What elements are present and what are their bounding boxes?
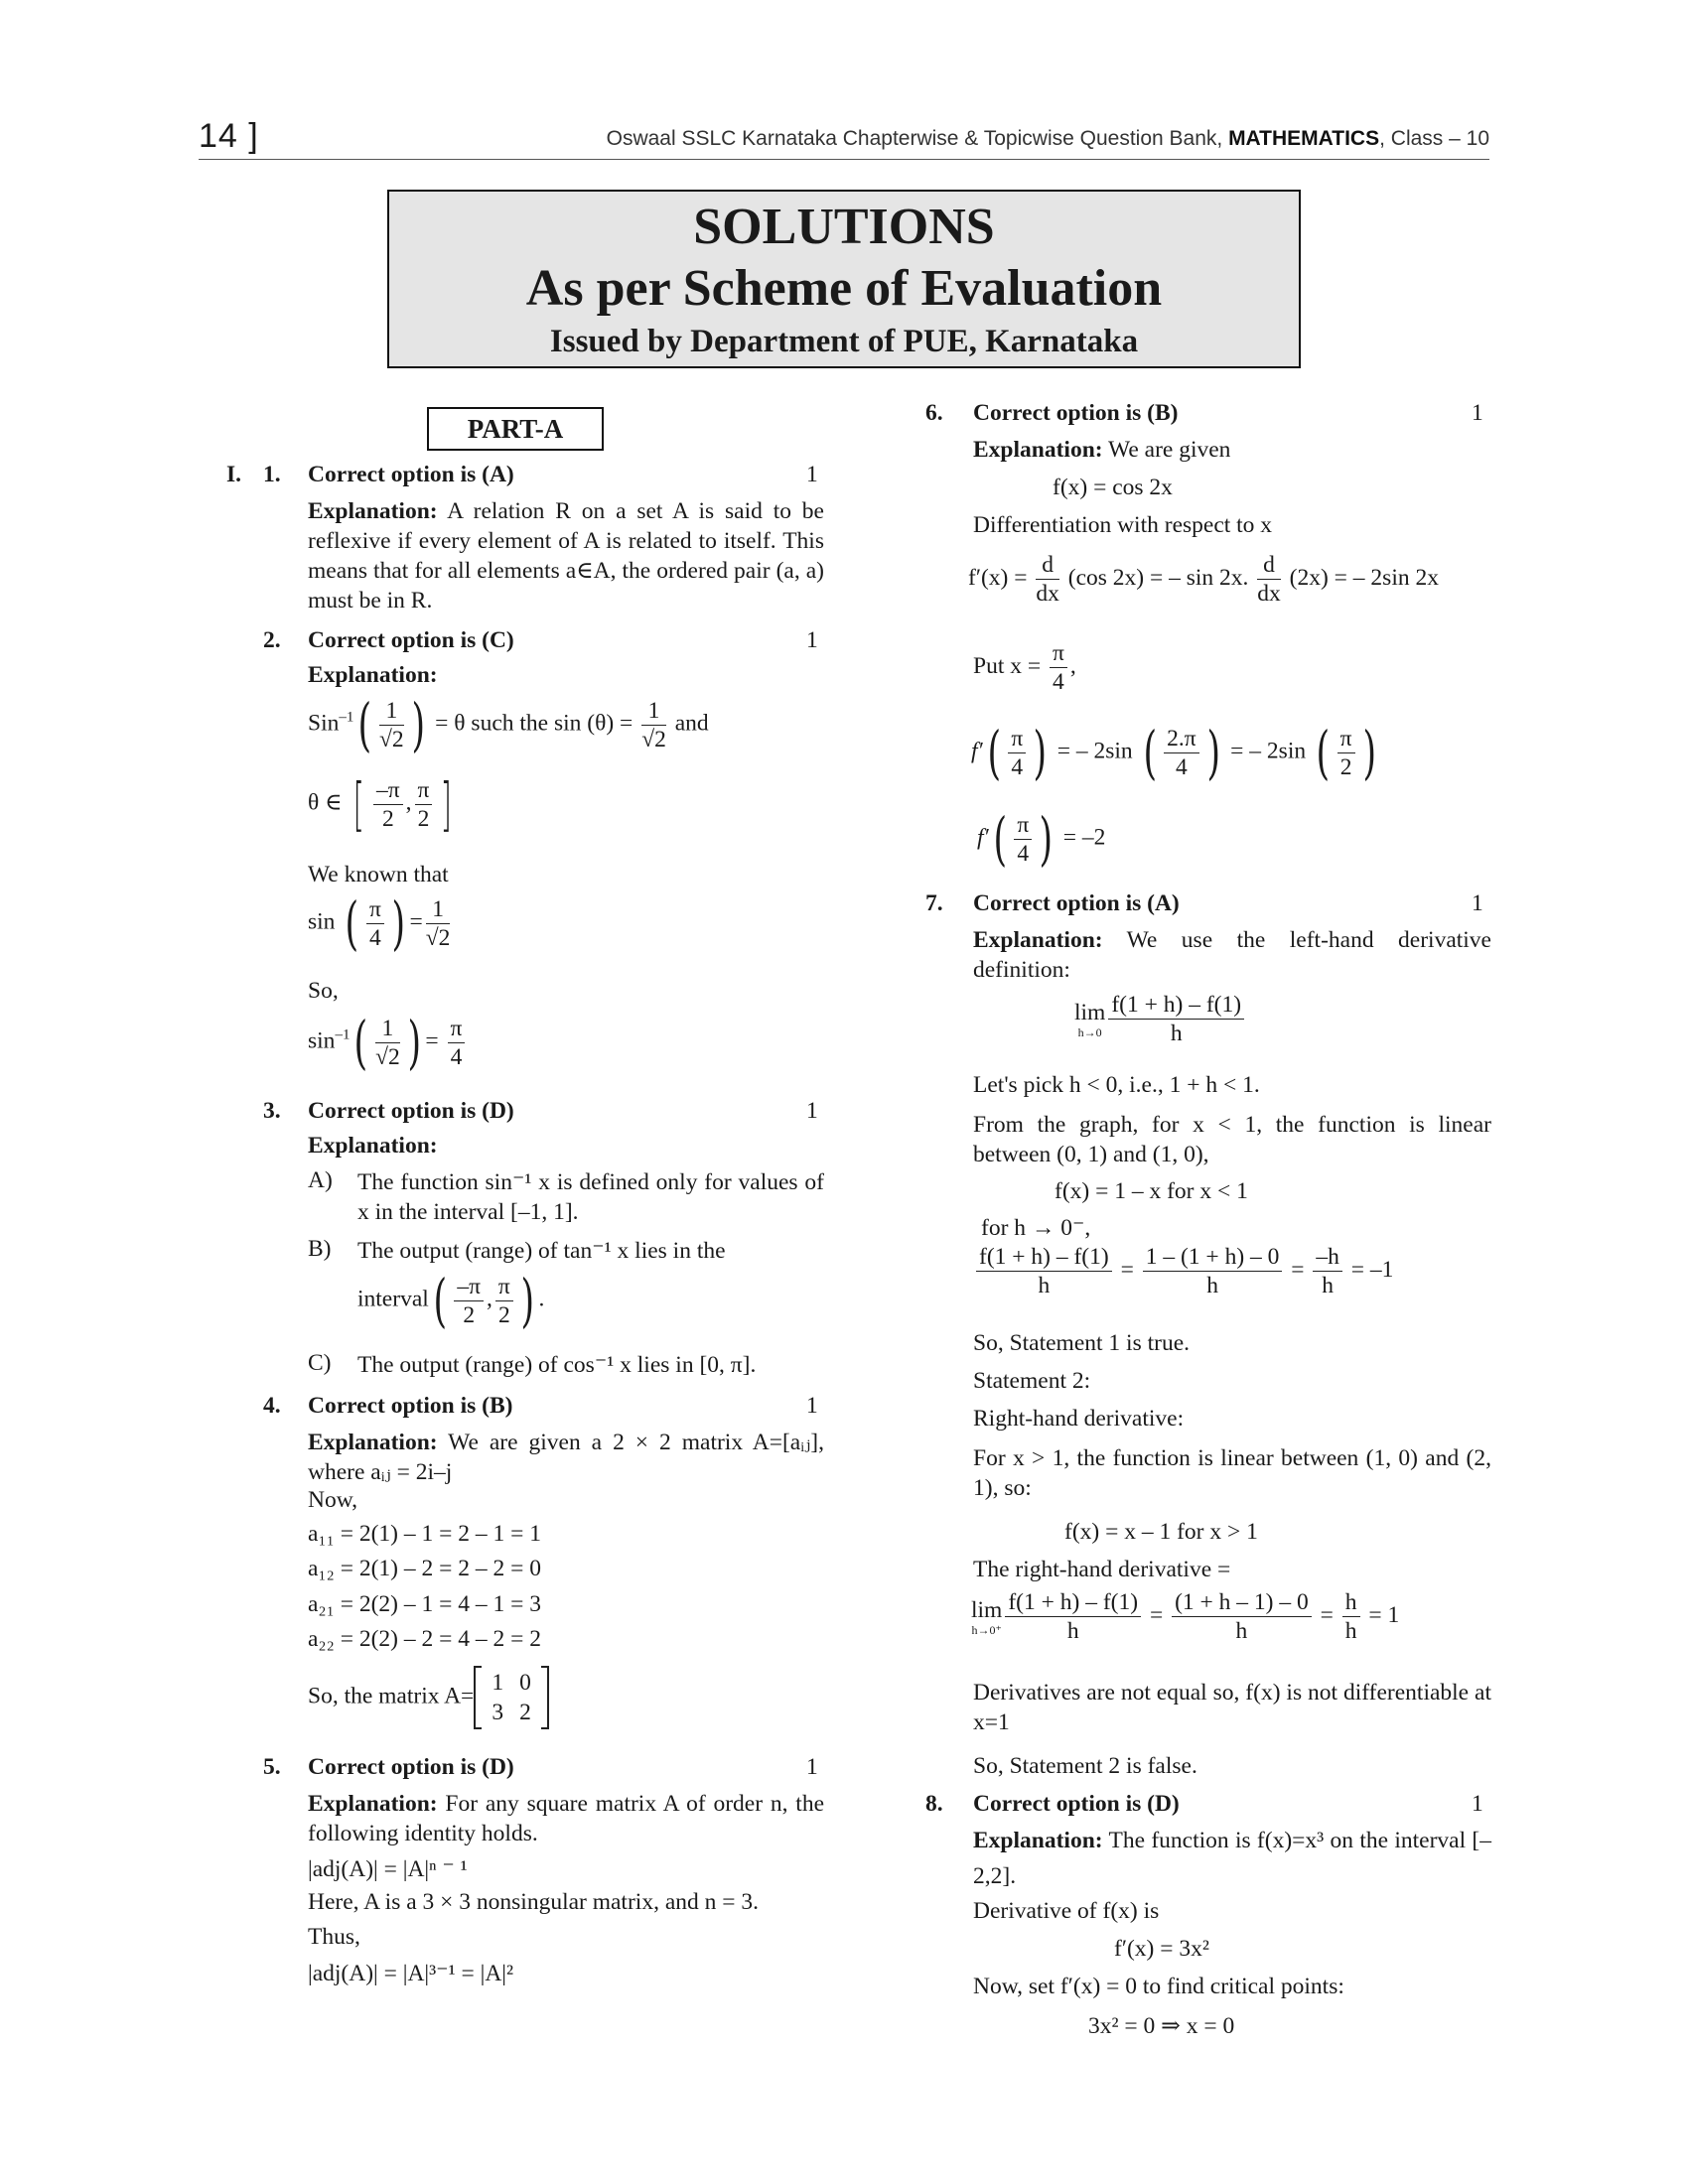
den: √2: [379, 726, 404, 752]
section-roman: I.: [226, 462, 242, 487]
num: –π: [454, 1273, 484, 1301]
num: –h: [1313, 1243, 1342, 1272]
q8-explanation: [973, 1823, 1491, 1894]
frac: [1014, 811, 1032, 868]
q6-explanation: [973, 437, 1230, 464]
q2-line1: [308, 691, 829, 758]
q8-intro: The function is f(x)=x³ on the interval [– 2,2].: [973, 1828, 1491, 1889]
q6-deriv-a: f′(x) =: [968, 564, 1028, 591]
frac: [976, 1243, 1112, 1299]
den: dx: [1257, 581, 1281, 607]
q5-heading: Correct option is (D): [308, 1754, 514, 1780]
q8-fp: f′(x) = 3x²: [1114, 1936, 1209, 1962]
q8-deriv: Derivative of f(x) is: [973, 1898, 1160, 1924]
q7-s2: Statement 2:: [973, 1368, 1091, 1394]
paren-right: ): [407, 1009, 421, 1076]
q2-known: We known that: [308, 862, 449, 887]
q8-explain-label: Explanation:: [973, 1828, 1103, 1853]
lim-word: lim: [971, 1597, 1003, 1623]
q6-eval2: [977, 805, 1106, 873]
q7-lhd-eq: [973, 1243, 1393, 1299]
q2-sininv: sin: [308, 1027, 336, 1054]
q5-mark: 1: [806, 1754, 818, 1780]
q7-heading: Correct option is (A): [973, 890, 1180, 916]
q6-put-label: Put x =: [973, 652, 1042, 679]
page-number: 14 ]: [199, 117, 259, 155]
q2-frac-b: [641, 697, 666, 753]
q5-here: Here, A is a 3 × 3 nonsingular matrix, and n = 3.: [308, 1889, 760, 1915]
den: h: [1038, 1273, 1051, 1298]
q7-graph: From the graph, for x < 1, the function is linear between (0, 1) and (1, 0),: [973, 1112, 1491, 1167]
q6-fx: f(x) = cos 2x: [1053, 475, 1173, 500]
inv: –1: [335, 1026, 351, 1043]
num: –π: [373, 776, 403, 805]
q2-sin-label: Sin: [308, 710, 340, 737]
q7-for-gt: For x > 1, the function is linear between (1, 0) and (2, 1), so:: [973, 1445, 1491, 1501]
q6-number: 6.: [925, 400, 943, 426]
bracket-left: [: [353, 770, 365, 838]
eq: =: [409, 908, 423, 935]
eq-end: = 1: [1368, 1601, 1400, 1628]
q1-explain-text: A relation R on a set A is said to be reflexive if every element of A is related to itself. This means that for all elements a∈A, the ordered pair (a, a) must be in R.: [308, 498, 824, 614]
lim-sub: h→0: [1077, 1025, 1102, 1039]
q7-forh: for h → 0⁻,: [981, 1215, 1091, 1241]
q3-a-label: A): [308, 1167, 333, 1193]
q7-mark: 1: [1472, 890, 1483, 916]
q5-identity: |adj(A)| = |A|ⁿ ⁻ ¹: [308, 1856, 468, 1882]
running-class: , Class – 10: [1379, 127, 1489, 150]
q6-put: [973, 639, 1076, 696]
q3-mark: 1: [806, 1098, 818, 1124]
num: π: [415, 776, 433, 805]
q6-f2: = –2: [1062, 824, 1106, 851]
q7-s2f: So, Statement 2 is false.: [973, 1753, 1197, 1779]
q4-matrix: [474, 1666, 549, 1729]
comma: ,: [1069, 652, 1076, 679]
interval-label: interval: [357, 1286, 429, 1312]
eq: =: [425, 1027, 439, 1054]
num: π: [366, 895, 384, 924]
q3-number: 3.: [263, 1098, 281, 1124]
paren-left: (: [433, 1267, 447, 1334]
num: 1 – (1 + h) – 0: [1143, 1243, 1283, 1272]
eq: =: [1291, 1256, 1305, 1283]
m21: 3: [492, 1700, 504, 1725]
frac: [1342, 1588, 1360, 1645]
q4-a22: a₂₂ = 2(2) – 2 = 4 – 2 = 2: [308, 1626, 541, 1652]
q6-mark: 1: [1472, 400, 1483, 426]
paren-right: ): [520, 1267, 534, 1334]
frac: [454, 1273, 484, 1329]
den: h: [1170, 1021, 1183, 1046]
q7-fx2: f(x) = x – 1 for x > 1: [1064, 1519, 1258, 1545]
frac: [1143, 1243, 1283, 1299]
q4-matrix-label: So, the matrix A=: [308, 1683, 475, 1709]
q7-s1: So, Statement 1 is true.: [973, 1330, 1191, 1356]
den: h: [1344, 1618, 1357, 1644]
q4-a12: a₁₂ = 2(1) – 2 = 2 – 2 = 0: [308, 1556, 541, 1581]
fprime: f′: [977, 824, 989, 851]
q4-now: Now,: [308, 1487, 358, 1513]
q7-explanation: [973, 925, 1491, 985]
paren-right: ): [411, 691, 425, 758]
frac: [1108, 991, 1244, 1047]
q2-inv: –1: [339, 709, 354, 726]
frac: [366, 895, 384, 952]
q6-eval1: [971, 719, 1380, 786]
num: f(1 + h) – f(1): [1005, 1588, 1141, 1617]
q3-c-text: The output (range) of cos⁻¹ x lies in [0, π].: [357, 1352, 757, 1378]
q6-diff: Differentiation with respect to x: [973, 512, 1273, 538]
q7-intro: We use the left-hand derivative definition:: [973, 927, 1491, 983]
num: 1: [379, 697, 404, 726]
frac: [495, 1273, 513, 1329]
num: 1: [641, 697, 666, 726]
q2-and: and: [668, 710, 709, 737]
eq: =: [1120, 1256, 1134, 1283]
q7-neq: Derivatives are not equal so, f(x) is not differentiable at x=1: [973, 1680, 1491, 1735]
den: 2: [497, 1301, 510, 1328]
q6-heading: Correct option is (B): [973, 400, 1179, 426]
eq: =: [1149, 1601, 1164, 1628]
q7-rhd2: The right-hand derivative =: [973, 1557, 1231, 1582]
lim: [971, 1597, 1002, 1636]
q2-mark: 1: [806, 627, 818, 653]
q5-intro: For any square matrix A of order n, the following identity holds.: [308, 1791, 824, 1846]
m11: 1: [492, 1670, 504, 1696]
running-subject: MATHEMATICS: [1228, 127, 1380, 150]
banner-title: SOLUTIONS: [693, 199, 995, 255]
q1-mark: 1: [806, 462, 818, 487]
num: π: [1014, 811, 1032, 840]
q6-deriv-b: (cos 2x) = – sin 2x.: [1067, 564, 1249, 591]
bracket-right: ]: [441, 770, 453, 838]
q8-set: Now, set f′(x) = 0 to find critical points:: [973, 1974, 1344, 1999]
paren-right: ): [1039, 805, 1054, 873]
q4-explain-label: Explanation:: [308, 1430, 438, 1455]
comma: ,: [405, 789, 412, 816]
paren-left: (: [353, 1009, 368, 1076]
num: π: [1008, 725, 1026, 753]
paren-left: (: [993, 805, 1007, 873]
q4-intro: We are given a 2 × 2 matrix A=[aᵢⱼ], where aᵢⱼ = 2i–j: [308, 1430, 824, 1485]
q7-lim-def: [1074, 991, 1247, 1047]
q6-deriv-c: (2x) = – 2sin 2x: [1289, 564, 1439, 591]
paren-left: (: [345, 889, 359, 957]
den: h: [1322, 1273, 1335, 1298]
q4-mark: 1: [806, 1393, 818, 1419]
den: h: [1206, 1273, 1218, 1298]
frac: [448, 1015, 466, 1071]
q3-b-text: The output (range) of tan⁻¹ x lies in the: [357, 1238, 726, 1264]
q1-explanation: [308, 496, 824, 615]
q1-heading: Correct option is (A): [308, 462, 514, 487]
q2-mid: = θ such the sin (θ) =: [429, 710, 639, 737]
paren-left: (: [1316, 719, 1331, 786]
q5-result: |adj(A)| = |A|³⁻¹ = |A|²: [308, 1961, 514, 1986]
q2-sin-line: [308, 889, 453, 957]
header-rule: [199, 159, 1489, 160]
solutions-banner: [387, 190, 1301, 368]
num: f(1 + h) – f(1): [976, 1243, 1112, 1272]
q3-b-label: B): [308, 1236, 332, 1262]
frac: [426, 895, 451, 952]
q2-sin: sin: [308, 908, 336, 935]
num: 1: [426, 895, 451, 924]
comma: ,: [487, 1286, 492, 1312]
q1-explain-label: Explanation:: [308, 498, 438, 524]
paren-right: ): [1206, 719, 1220, 786]
q4-a11: a₁₁ = 2(1) – 1 = 2 – 1 = 1: [308, 1521, 541, 1547]
q4-heading: Correct option is (B): [308, 1393, 513, 1419]
m12: 0: [519, 1670, 531, 1696]
num: π: [448, 1015, 466, 1043]
num: π: [1050, 639, 1067, 668]
frac: [375, 1015, 400, 1071]
q2-number: 2.: [263, 627, 281, 653]
running-header: [607, 127, 1489, 151]
q8-mark: 1: [1472, 1791, 1483, 1817]
lim-word: lim: [1074, 1000, 1106, 1025]
den: 4: [1017, 840, 1030, 867]
paren-left: (: [357, 691, 372, 758]
paren-right: ): [1033, 719, 1048, 786]
den: 2: [1339, 753, 1352, 780]
paren-left: (: [987, 719, 1001, 786]
q5-explanation: [308, 1789, 824, 1848]
den: 2: [381, 805, 394, 832]
q7-number: 7.: [925, 890, 943, 916]
q8-number: 8.: [925, 1791, 943, 1817]
q2-sininv-line: [308, 1009, 468, 1076]
q4-a21: a₂₁ = 2(2) – 1 = 4 – 1 = 3: [308, 1591, 541, 1617]
frac: [1036, 551, 1059, 608]
part-label: PART-A: [427, 407, 604, 451]
eq-end: = –1: [1350, 1256, 1394, 1283]
frac: [1050, 639, 1067, 696]
q3-a-text: The function sin⁻¹ x is defined only for values of x in the interval [–1, 1].: [357, 1169, 824, 1225]
running-title: Oswaal SSLC Karnataka Chapterwise & Topicwise Question Bank,: [606, 127, 1223, 150]
q2-explain-label: Explanation:: [308, 662, 438, 688]
q4-explanation: [308, 1428, 824, 1487]
eq: =: [1320, 1601, 1334, 1628]
q6-given: We are given: [1102, 437, 1231, 463]
den: h: [1066, 1618, 1079, 1644]
q4-matrix-line: [308, 1666, 549, 1729]
q3-b-interval: interval( $\frac{-\pi}{2}$ , $\frac{\pi}{2}$ ) .: [357, 1267, 545, 1334]
frac: [1005, 1588, 1141, 1645]
m22: 2: [519, 1700, 531, 1725]
q2-line2: [308, 770, 458, 838]
fprime: f′: [971, 738, 983, 764]
q5-number: 5.: [263, 1754, 281, 1780]
q2-interval-a: [373, 776, 403, 833]
den: h: [1235, 1618, 1248, 1644]
den: √2: [425, 924, 451, 951]
q7-fx1: f(x) = 1 – x for x < 1: [1055, 1178, 1248, 1204]
frac: [1257, 551, 1281, 608]
num: π: [1337, 725, 1355, 753]
q2-frac-a: [379, 697, 404, 753]
q3-explain-label: Explanation:: [308, 1133, 438, 1159]
q6-f1-a: = – 2sin: [1056, 738, 1133, 764]
q6-derivative: [968, 551, 1439, 608]
frac: [1008, 725, 1026, 781]
q7-explain-label: Explanation:: [973, 927, 1103, 953]
num: (1 + h – 1) – 0: [1172, 1588, 1312, 1617]
den: 4: [1053, 669, 1064, 695]
paren-right: ): [1362, 719, 1376, 786]
q3-c-label: C): [308, 1350, 332, 1376]
den: 4: [1011, 753, 1024, 780]
num: h: [1342, 1588, 1360, 1617]
paren-left: (: [1143, 719, 1157, 786]
lim-sub: h→0⁺: [971, 1623, 1002, 1637]
q5-explain-label: Explanation:: [308, 1791, 438, 1817]
frac: [1313, 1243, 1342, 1299]
q6-explain-label: Explanation:: [973, 437, 1103, 463]
q6-f1-b: = – 2sin: [1230, 738, 1307, 764]
den: 2: [417, 805, 430, 832]
den: √2: [375, 1043, 400, 1070]
den: 4: [1176, 753, 1188, 780]
q3-heading: Correct option is (D): [308, 1098, 514, 1124]
den: √2: [641, 726, 666, 752]
q7-pick: Let's pick h < 0, i.e., 1 + h < 1.: [973, 1072, 1260, 1098]
q7-rhd: Right-hand derivative:: [973, 1406, 1185, 1432]
q8-crit: 3x² = 0 ⇒ x = 0: [1088, 2013, 1235, 2039]
num: 1: [375, 1015, 400, 1043]
lim: [1074, 1000, 1105, 1038]
q8-heading: Correct option is (D): [973, 1791, 1180, 1817]
paren-right: ): [391, 889, 405, 957]
q1-number: 1.: [263, 462, 281, 487]
num: 2.π: [1164, 725, 1199, 753]
num: d: [1036, 551, 1059, 580]
frac: [1172, 1588, 1312, 1645]
q2-heading: Correct option is (C): [308, 627, 514, 653]
den: 4: [450, 1043, 463, 1070]
num: π: [495, 1273, 513, 1301]
q4-number: 4.: [263, 1393, 281, 1419]
q2-theta-in: θ ∈: [308, 789, 343, 816]
q7-rhd-eq: [971, 1588, 1399, 1645]
q2-interval-b: [415, 776, 433, 833]
q5-thus: Thus,: [308, 1924, 360, 1950]
q2-so: So,: [308, 978, 339, 1004]
num: f(1 + h) – f(1): [1108, 991, 1244, 1020]
banner-subtitle: As per Scheme of Evaluation: [525, 260, 1163, 317]
banner-issuer: Issued by Department of PUE, Karnataka: [549, 324, 1139, 359]
den: 4: [369, 924, 381, 951]
den: dx: [1036, 581, 1059, 607]
den: 2: [463, 1301, 476, 1328]
num: d: [1257, 551, 1281, 580]
frac: [1164, 725, 1199, 781]
frac: [1337, 725, 1355, 781]
